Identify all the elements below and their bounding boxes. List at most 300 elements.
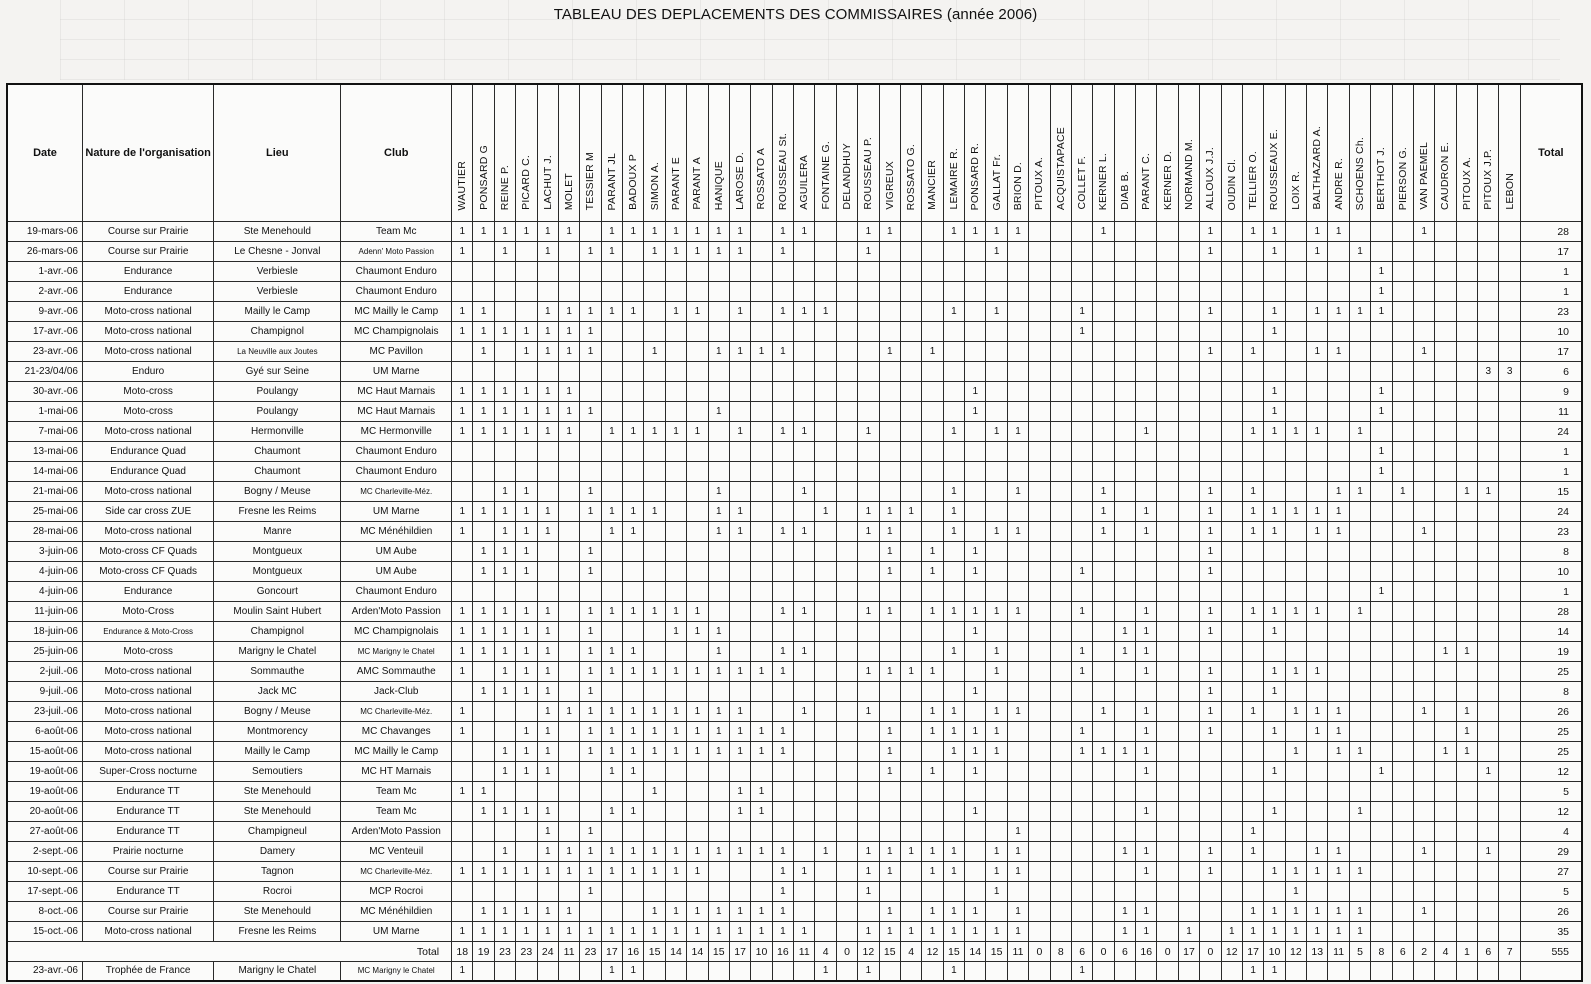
column-total: 15 (986, 942, 1007, 962)
empty-cell (1136, 482, 1157, 502)
empty-cell (1435, 362, 1456, 382)
commissaire-name: LAROSE D. (734, 152, 747, 210)
presence-mark: 1 (1093, 502, 1114, 522)
empty-cell (1285, 402, 1306, 422)
presence-mark: 1 (986, 642, 1007, 662)
column-total: 15 (644, 942, 665, 962)
empty-cell (1328, 962, 1349, 982)
presence-mark: 1 (1285, 602, 1306, 622)
empty-cell (794, 402, 815, 422)
empty-cell (708, 542, 729, 562)
empty-cell (623, 902, 644, 922)
empty-cell (1093, 622, 1114, 642)
empty-cell (1456, 362, 1477, 382)
empty-cell (1456, 842, 1477, 862)
empty-cell (1200, 362, 1221, 382)
presence-mark: 1 (1200, 662, 1221, 682)
presence-mark: 1 (516, 602, 537, 622)
presence-mark: 1 (751, 842, 772, 862)
table-row (7, 222, 1582, 242)
presence-mark: 1 (858, 602, 879, 622)
empty-cell (494, 362, 515, 382)
empty-cell (1456, 262, 1477, 282)
empty-cell (1307, 382, 1328, 402)
empty-cell (1178, 622, 1199, 642)
presence-mark: 1 (1114, 622, 1135, 642)
header-commissaire (794, 84, 815, 222)
empty-cell (1114, 242, 1135, 262)
empty-cell (751, 282, 772, 302)
presence-mark: 1 (1007, 602, 1028, 622)
empty-cell (794, 842, 815, 862)
empty-cell (644, 522, 665, 542)
commissaire-name: PIERSON G. (1396, 146, 1409, 210)
empty-cell (1328, 562, 1349, 582)
empty-cell (1307, 562, 1328, 582)
empty-cell (858, 642, 879, 662)
empty-cell (815, 422, 836, 442)
empty-cell (1499, 482, 1520, 502)
empty-cell (1029, 462, 1050, 482)
presence-mark: 1 (1285, 422, 1306, 442)
presence-mark: 1 (1307, 862, 1328, 882)
empty-cell (1392, 782, 1413, 802)
empty-cell (1456, 342, 1477, 362)
empty-cell (922, 262, 943, 282)
empty-cell (900, 802, 921, 822)
presence-mark: 1 (772, 862, 793, 882)
empty-cell (452, 682, 473, 702)
presence-mark: 1 (623, 962, 644, 982)
presence-mark: 1 (644, 902, 665, 922)
empty-cell (1478, 282, 1499, 302)
presence-mark: 1 (1200, 522, 1221, 542)
column-total: 19 (473, 942, 494, 962)
row-date: 20-août-06 (7, 802, 82, 822)
presence-mark: 1 (858, 242, 879, 262)
empty-cell (1349, 362, 1370, 382)
empty-cell (1371, 842, 1392, 862)
table-row (7, 842, 1582, 862)
empty-cell (751, 862, 772, 882)
presence-mark: 1 (473, 322, 494, 342)
presence-mark: 1 (986, 862, 1007, 882)
presence-mark: 1 (1136, 862, 1157, 882)
header-commissaire (452, 84, 473, 222)
presence-mark: 1 (1200, 842, 1221, 862)
empty-cell (516, 782, 537, 802)
column-total: 11 (558, 942, 579, 962)
empty-cell (729, 562, 750, 582)
empty-cell (1136, 322, 1157, 342)
empty-cell (1050, 882, 1071, 902)
presence-mark: 1 (943, 962, 964, 982)
row-date: 3-juin-06 (7, 542, 82, 562)
empty-cell (1371, 522, 1392, 542)
empty-cell (943, 782, 964, 802)
presence-mark: 1 (1413, 222, 1434, 242)
empty-cell (1178, 282, 1199, 302)
empty-cell (965, 242, 986, 262)
empty-cell (1114, 282, 1135, 302)
empty-cell (1050, 922, 1071, 942)
empty-cell (1093, 282, 1114, 302)
empty-cell (965, 522, 986, 542)
empty-cell (1328, 322, 1349, 342)
empty-cell (1435, 522, 1456, 542)
presence-mark: 1 (729, 342, 750, 362)
empty-cell (1157, 842, 1178, 862)
empty-cell (452, 762, 473, 782)
empty-cell (644, 882, 665, 902)
empty-cell (452, 882, 473, 902)
empty-cell (922, 402, 943, 422)
empty-cell (1413, 822, 1434, 842)
empty-cell (1307, 802, 1328, 822)
presence-mark: 1 (1093, 742, 1114, 762)
row-date: 14-mai-06 (7, 462, 82, 482)
empty-cell (836, 322, 857, 342)
empty-cell (1285, 342, 1306, 362)
empty-cell (1071, 902, 1092, 922)
empty-cell (986, 622, 1007, 642)
empty-cell (1029, 742, 1050, 762)
empty-cell (965, 702, 986, 722)
empty-cell (1093, 822, 1114, 842)
presence-mark: 1 (965, 542, 986, 562)
presence-mark: 1 (1456, 722, 1477, 742)
empty-cell (644, 482, 665, 502)
header-commissaire (516, 84, 537, 222)
empty-cell (623, 622, 644, 642)
empty-cell (1029, 762, 1050, 782)
empty-cell (879, 702, 900, 722)
presence-mark: 1 (1371, 402, 1392, 422)
empty-cell (751, 622, 772, 642)
row-nature: Endurance TT (82, 822, 213, 842)
empty-cell (1435, 482, 1456, 502)
empty-cell (965, 482, 986, 502)
empty-cell (879, 782, 900, 802)
presence-mark: 1 (580, 302, 601, 322)
empty-cell (494, 262, 515, 282)
presence-mark: 1 (1200, 242, 1221, 262)
empty-cell (1200, 962, 1221, 982)
empty-cell (1349, 722, 1370, 742)
empty-cell (708, 762, 729, 782)
presence-mark: 1 (708, 642, 729, 662)
empty-cell (1178, 322, 1199, 342)
empty-cell (815, 702, 836, 722)
empty-cell (1328, 882, 1349, 902)
empty-cell (836, 282, 857, 302)
empty-cell (1007, 242, 1028, 262)
empty-cell (751, 562, 772, 582)
empty-cell (623, 482, 644, 502)
presence-mark: 1 (1136, 422, 1157, 442)
empty-cell (858, 442, 879, 462)
empty-cell (1029, 522, 1050, 542)
empty-cell (1093, 342, 1114, 362)
empty-cell (1178, 962, 1199, 982)
empty-cell (601, 902, 622, 922)
presence-mark: 1 (537, 242, 558, 262)
empty-cell (943, 762, 964, 782)
presence-mark: 1 (965, 762, 986, 782)
presence-mark: 1 (537, 322, 558, 342)
empty-cell (1093, 242, 1114, 262)
empty-cell (1136, 462, 1157, 482)
presence-mark: 1 (1349, 802, 1370, 822)
empty-cell (1136, 362, 1157, 382)
presence-mark: 1 (1071, 742, 1092, 762)
empty-cell (1157, 622, 1178, 642)
presence-mark: 1 (537, 622, 558, 642)
empty-cell (1242, 642, 1263, 662)
empty-cell (1007, 382, 1028, 402)
row-date: 17-avr.-06 (7, 322, 82, 342)
row-lieu: Montmorency (214, 722, 341, 742)
empty-cell (922, 282, 943, 302)
presence-mark: 1 (537, 382, 558, 402)
empty-cell (1285, 842, 1306, 862)
presence-mark: 1 (922, 702, 943, 722)
empty-cell (1264, 542, 1285, 562)
presence-mark: 1 (1136, 642, 1157, 662)
presence-mark: 1 (601, 762, 622, 782)
empty-cell (1285, 442, 1306, 462)
empty-cell (1371, 682, 1392, 702)
row-club: Team Mc (341, 222, 452, 242)
empty-cell (1285, 802, 1306, 822)
header-commissaire (858, 84, 879, 222)
empty-cell (601, 402, 622, 422)
presence-mark: 1 (623, 742, 644, 762)
presence-mark: 1 (665, 602, 686, 622)
empty-cell (644, 762, 665, 782)
empty-cell (473, 962, 494, 982)
row-date: 25-mai-06 (7, 502, 82, 522)
empty-cell (537, 262, 558, 282)
empty-cell (1157, 762, 1178, 782)
empty-cell (1178, 302, 1199, 322)
presence-mark: 1 (708, 222, 729, 242)
empty-cell (1178, 862, 1199, 882)
presence-mark: 1 (1264, 922, 1285, 942)
row-lieu: Jack MC (214, 682, 341, 702)
row-nature: Moto-cross CF Quads (82, 542, 213, 562)
empty-cell (1435, 662, 1456, 682)
empty-cell (1093, 582, 1114, 602)
empty-cell (1499, 782, 1520, 802)
presence-mark: 1 (687, 422, 708, 442)
empty-cell (1200, 782, 1221, 802)
empty-cell (943, 822, 964, 842)
empty-cell (1349, 962, 1370, 982)
empty-cell (516, 262, 537, 282)
empty-cell (1221, 962, 1242, 982)
commissaire-name: LACHUT J. (541, 155, 554, 210)
column-total: 11 (1328, 942, 1349, 962)
empty-cell (1285, 762, 1306, 782)
presence-mark: 1 (1264, 722, 1285, 742)
empty-cell (900, 482, 921, 502)
empty-cell (986, 482, 1007, 502)
empty-cell (751, 762, 772, 782)
presence-mark: 1 (601, 602, 622, 622)
empty-cell (1413, 642, 1434, 662)
presence-mark: 1 (580, 662, 601, 682)
row-nature: Moto-cross national (82, 522, 213, 542)
empty-cell (836, 582, 857, 602)
presence-mark: 1 (494, 802, 515, 822)
empty-cell (708, 262, 729, 282)
empty-cell (836, 882, 857, 902)
empty-cell (729, 542, 750, 562)
empty-cell (986, 442, 1007, 462)
presence-mark: 1 (494, 562, 515, 582)
presence-mark: 1 (1200, 702, 1221, 722)
row-club: MC Mailly le Camp (341, 742, 452, 762)
empty-cell (601, 782, 622, 802)
empty-cell (1307, 742, 1328, 762)
presence-mark: 1 (1136, 522, 1157, 542)
presence-mark: 1 (516, 322, 537, 342)
presence-mark: 1 (858, 522, 879, 542)
commissaire-name: NORMAND M. (1182, 139, 1195, 210)
empty-cell (452, 282, 473, 302)
empty-cell (729, 822, 750, 842)
empty-cell (772, 802, 793, 822)
presence-mark: 1 (879, 842, 900, 862)
empty-cell (1478, 902, 1499, 922)
empty-cell (1435, 902, 1456, 922)
commissaire-name: PARANT C. (1140, 153, 1153, 210)
empty-cell (922, 482, 943, 502)
presence-mark: 1 (687, 662, 708, 682)
empty-cell (1029, 602, 1050, 622)
presence-mark: 1 (623, 662, 644, 682)
empty-cell (943, 402, 964, 422)
empty-cell (1499, 962, 1520, 982)
presence-mark: 1 (1371, 442, 1392, 462)
empty-cell (665, 442, 686, 462)
empty-cell (1029, 642, 1050, 662)
empty-cell (1178, 422, 1199, 442)
empty-cell (452, 742, 473, 762)
empty-cell (1157, 742, 1178, 762)
presence-mark: 1 (1264, 322, 1285, 342)
presence-mark: 1 (1478, 762, 1499, 782)
empty-cell (1050, 462, 1071, 482)
empty-cell (900, 822, 921, 842)
empty-cell (1435, 862, 1456, 882)
empty-cell (473, 442, 494, 462)
empty-cell (516, 282, 537, 302)
presence-mark: 1 (943, 642, 964, 662)
presence-mark: 1 (516, 682, 537, 702)
empty-cell (1307, 682, 1328, 702)
empty-cell (900, 242, 921, 262)
empty-cell (1136, 242, 1157, 262)
empty-cell (1264, 362, 1285, 382)
header-club: Club (341, 84, 452, 222)
empty-cell (1029, 702, 1050, 722)
empty-cell (1392, 922, 1413, 942)
empty-cell (1029, 242, 1050, 262)
empty-cell (1371, 362, 1392, 382)
commissaire-name: BRION D. (1011, 161, 1024, 210)
presence-mark: 1 (516, 802, 537, 822)
empty-cell (1071, 422, 1092, 442)
empty-cell (772, 622, 793, 642)
empty-cell (558, 682, 579, 702)
empty-cell (815, 242, 836, 262)
empty-cell (1285, 682, 1306, 702)
empty-cell (452, 342, 473, 362)
empty-cell (1435, 802, 1456, 822)
empty-cell (1157, 822, 1178, 842)
empty-cell (708, 782, 729, 802)
header-commissaire (1499, 84, 1520, 222)
presence-mark: 1 (1328, 522, 1349, 542)
empty-cell (1136, 222, 1157, 242)
header-commissaire (623, 84, 644, 222)
presence-mark: 1 (922, 342, 943, 362)
empty-cell (1456, 862, 1477, 882)
column-total: 17 (729, 942, 750, 962)
empty-cell (473, 822, 494, 842)
empty-cell (965, 962, 986, 982)
row-total: 11 (1520, 402, 1582, 422)
empty-cell (794, 742, 815, 762)
empty-cell (772, 782, 793, 802)
empty-cell (1157, 362, 1178, 382)
empty-cell (1029, 362, 1050, 382)
column-total: 24 (537, 942, 558, 962)
presence-mark: 1 (1371, 462, 1392, 482)
empty-cell (1349, 322, 1370, 342)
empty-cell (1050, 382, 1071, 402)
presence-mark: 1 (494, 222, 515, 242)
empty-cell (1478, 522, 1499, 542)
row-club: MC Hermonville (341, 422, 452, 442)
table-row (7, 642, 1582, 662)
row-total: 9 (1520, 382, 1582, 402)
column-total: 0 (1200, 942, 1221, 962)
empty-cell (1264, 482, 1285, 502)
empty-cell (922, 322, 943, 342)
empty-cell (900, 442, 921, 462)
empty-cell (729, 262, 750, 282)
presence-mark: 1 (1392, 482, 1413, 502)
empty-cell (1242, 662, 1263, 682)
table-row (7, 502, 1582, 522)
header-commissaire (601, 84, 622, 222)
empty-cell (900, 642, 921, 662)
empty-cell (1157, 782, 1178, 802)
empty-cell (1242, 542, 1263, 562)
empty-cell (794, 582, 815, 602)
empty-cell (1499, 342, 1520, 362)
empty-cell (1392, 302, 1413, 322)
empty-cell (986, 322, 1007, 342)
empty-cell (665, 462, 686, 482)
presence-mark: 1 (1114, 842, 1135, 862)
table-row (7, 522, 1582, 542)
empty-cell (558, 542, 579, 562)
row-club: Team Mc (341, 782, 452, 802)
